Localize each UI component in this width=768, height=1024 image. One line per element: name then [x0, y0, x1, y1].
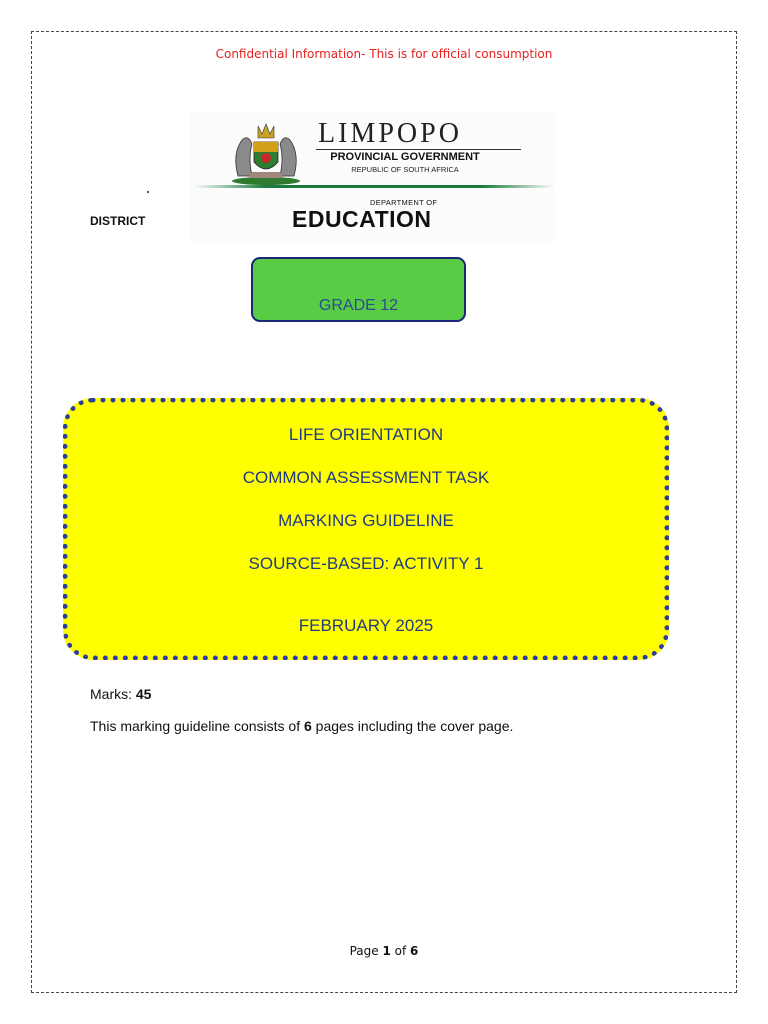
task-title: COMMON ASSESSMENT TASK: [242, 468, 490, 487]
date-title: FEBRUARY 2025: [298, 616, 434, 635]
department-of-label: DEPARTMENT OF: [370, 198, 438, 207]
limpopo-education-logo: [190, 112, 555, 242]
page-count-note: [90, 718, 513, 734]
page-count-suffix: pages including the cover page.: [311, 718, 514, 734]
total-pages: 6: [410, 944, 419, 958]
coat-of-arms-icon: [228, 118, 304, 186]
province-name: LIMPOPO: [318, 118, 462, 149]
stray-dot: [147, 191, 149, 193]
subject-title: LIFE ORIENTATION: [288, 425, 444, 444]
current-page: 1: [382, 944, 391, 958]
grade-label: GRADE 12: [318, 297, 399, 314]
confidential-notice: Confidential Information- This is for official consumption: [215, 47, 553, 61]
provincial-government-label: PROVINCIAL GOVERNMENT: [330, 151, 480, 163]
logo-divider: [316, 149, 521, 150]
education-label: EDUCATION: [292, 206, 432, 232]
page-count-prefix: This marking guideline consists of: [90, 718, 304, 734]
title-box: [63, 398, 669, 660]
page-word: Page: [349, 944, 383, 958]
marks-value: 45: [135, 686, 152, 702]
page-footer: [0, 944, 768, 958]
marks-line: [90, 686, 151, 702]
page-count-value: 6: [304, 718, 312, 734]
marks-label: Marks:: [90, 686, 136, 702]
country-label: REPUBLIC OF SOUTH AFRICA: [351, 165, 459, 174]
logo-green-rule: [194, 185, 554, 188]
doc-type-title: MARKING GUIDELINE: [278, 511, 454, 530]
activity-title: SOURCE-BASED: ACTIVITY 1: [248, 554, 484, 573]
district-label: DISTRICT: [90, 214, 146, 228]
of-word: of: [390, 944, 411, 958]
grade-box: [251, 257, 466, 322]
